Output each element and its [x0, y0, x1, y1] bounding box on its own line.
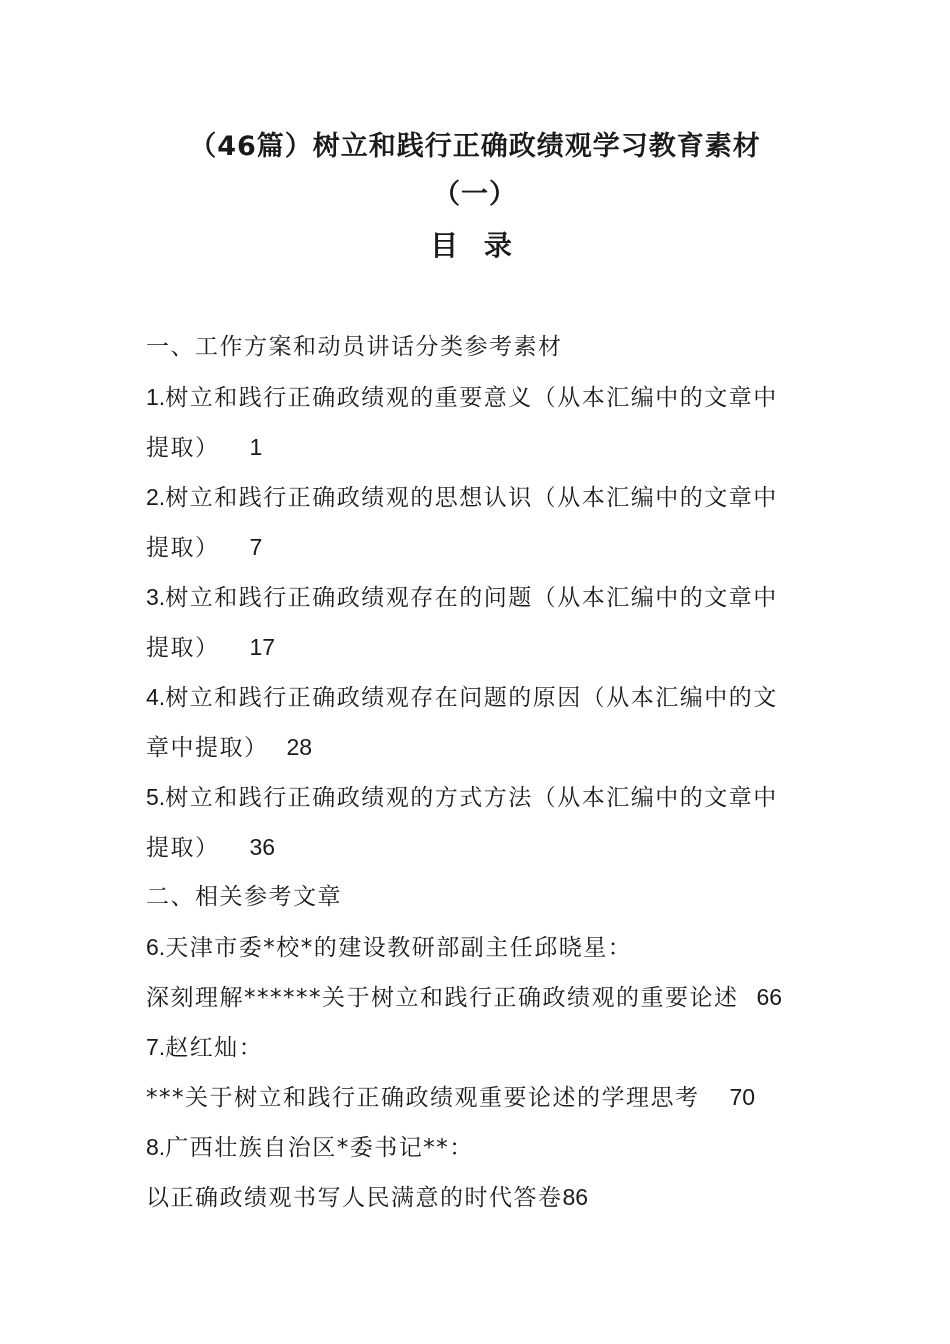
toc-entry-number: 1. [146, 384, 166, 410]
toc-entry-2[interactable] [146, 472, 816, 522]
toc-entry-7[interactable] [146, 1022, 816, 1072]
toc-entry-text: 树立和践行正确政绩观的方式方法（从本汇编中的文章中 [165, 785, 778, 811]
toc-entry-text: 树立和践行正确政绩观的思想认识（从本汇编中的文章中 [165, 485, 778, 511]
toc-entry-number: 4. [146, 684, 166, 710]
toc-page-number: 86 [562, 1184, 589, 1210]
toc-entry-number: 7. [146, 1034, 166, 1060]
toc-entry-title: ***关于树立和践行正确政绩观重要论述的学理思考 [146, 1085, 700, 1111]
toc-entry-text-cont: 提取） [146, 835, 220, 861]
toc-entry-1[interactable] [146, 372, 816, 422]
toc-entry-6-title[interactable] [146, 972, 816, 1022]
toc-entry-5[interactable] [146, 772, 816, 822]
toc-entry-1-cont[interactable] [146, 422, 816, 472]
toc-entry-4[interactable] [146, 672, 816, 722]
toc-entry-text-cont: 章中提取） [146, 735, 269, 761]
section-heading-2: 二、相关参考文章 [146, 884, 342, 910]
toc-page-number: 36 [249, 834, 276, 860]
toc-entry-text: 树立和践行正确政绩观存在的问题（从本汇编中的文章中 [165, 585, 778, 611]
toc-page-number: 7 [249, 534, 263, 560]
toc-page-number: 17 [249, 634, 276, 660]
toc-entry-2-cont[interactable] [146, 522, 816, 572]
toc-entry-number: 8. [146, 1134, 166, 1160]
toc-entry-text: 树立和践行正确政绩观存在问题的原因（从本汇编中的文 [165, 685, 778, 711]
toc-entry-text: 树立和践行正确政绩观的重要意义（从本汇编中的文章中 [165, 385, 778, 411]
toc-page-number: 28 [286, 734, 313, 760]
toc-entry-number: 5. [146, 784, 166, 810]
toc-entry-author: 天津市委*校*的建设教研部副主任邱晓星： [165, 935, 633, 961]
toc-entry-text-cont: 提取） [146, 435, 220, 461]
toc-entry-6[interactable] [146, 922, 816, 972]
toc-entry-title: 深刻理解******关于树立和践行正确政绩观的重要论述 [146, 985, 739, 1011]
toc-entry-text-cont: 提取） [146, 635, 220, 661]
toc-page-number: 1 [249, 434, 263, 460]
toc-entry-author: 赵红灿： [165, 1035, 264, 1061]
document-subtitle: （一） [433, 179, 517, 210]
toc-entry-5-cont[interactable] [146, 822, 816, 872]
toc-entry-8[interactable] [146, 1122, 816, 1172]
toc-heading: 目 录 [430, 229, 520, 262]
toc-entry-author: 广西壮族自治区*委书记**： [165, 1135, 474, 1161]
toc-entry-title: 以正确政绩观书写人民满意的时代答卷 [146, 1185, 563, 1211]
toc-entry-8-title[interactable] [146, 1172, 816, 1222]
toc-entry-7-title[interactable] [146, 1072, 816, 1122]
toc-entry-4-cont[interactable] [146, 722, 816, 772]
toc-entry-number: 6. [146, 934, 166, 960]
toc-entry-number: 3. [146, 584, 166, 610]
toc-page-number: 70 [729, 1084, 756, 1110]
toc-entry-3-cont[interactable] [146, 622, 816, 672]
toc-entry-number: 2. [146, 484, 166, 510]
table-of-contents [146, 322, 816, 1222]
toc-entry-text-cont: 提取） [146, 535, 220, 561]
section-heading-1: 一、工作方案和动员讲话分类参考素材 [146, 334, 563, 360]
toc-entry-3[interactable] [146, 572, 816, 622]
document-title: （46篇）树立和践行正确政绩观学习教育素材 [189, 131, 761, 162]
toc-page-number: 66 [756, 984, 783, 1010]
